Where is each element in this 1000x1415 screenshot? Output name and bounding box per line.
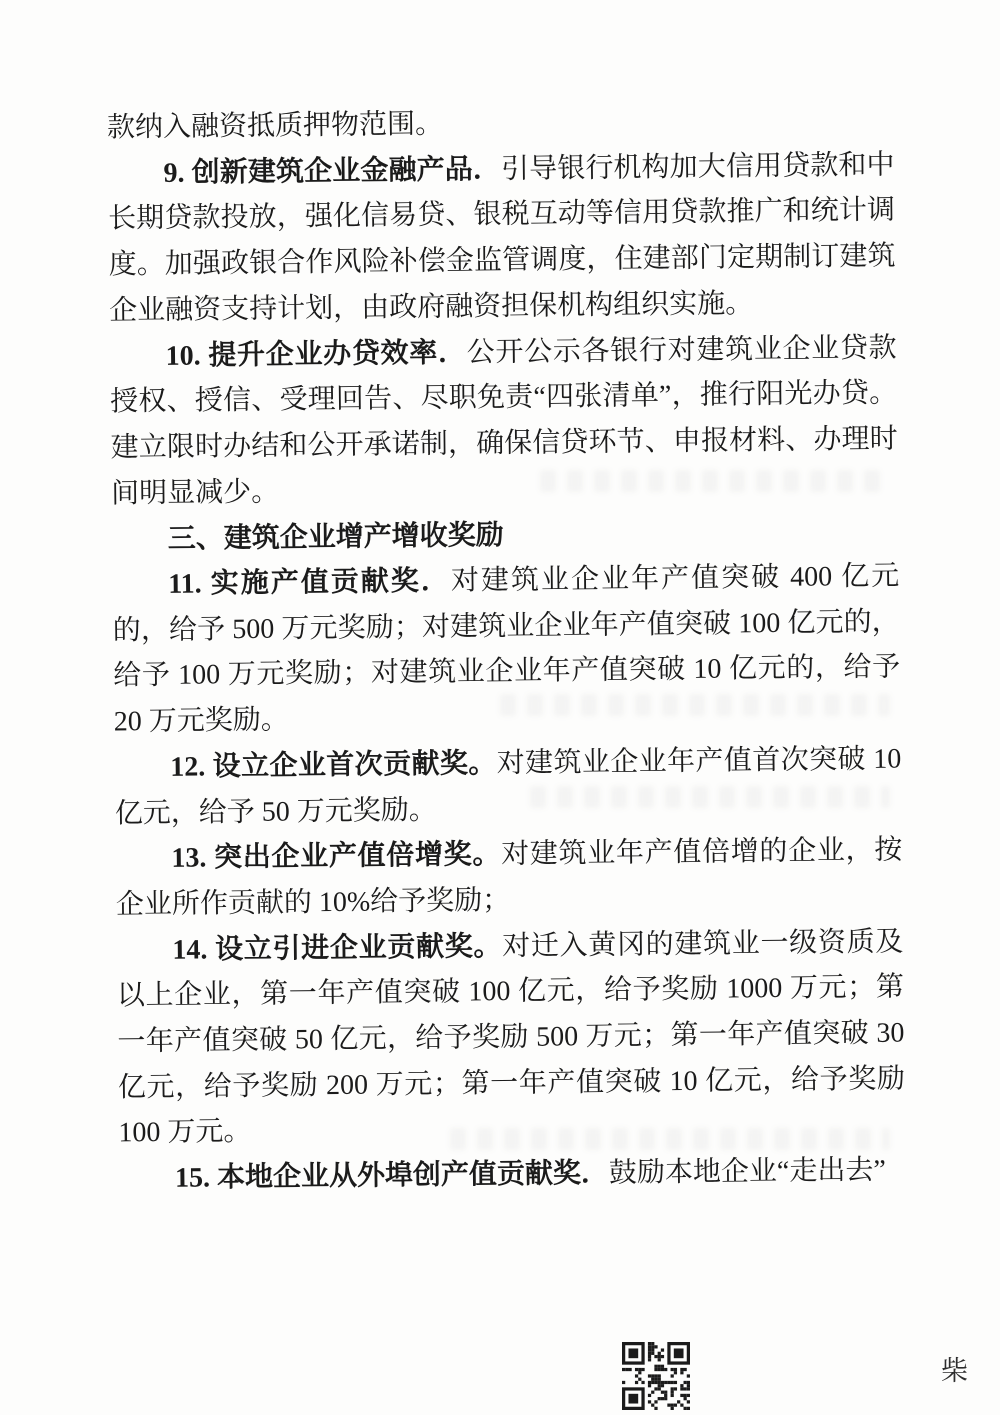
section-heading-3-label: 三、建筑企业增产增收奖励 — [167, 519, 504, 555]
paragraph-item-15 — [119, 1148, 906, 1203]
document-body — [107, 97, 906, 1203]
item-9-text: 引导银行机构加大信用贷款和中长期贷款投放，强化信易贷、银税互动等信用贷款推广和统计调度。加强政银合作风险补偿金监管调度，住建部门定期制订建筑企业融资支持计划，由政府融资担保机构组织实施。 — [107, 149, 896, 327]
item-10-heading: 10. 提升企业办贷效率． — [165, 336, 467, 372]
paragraph-item-12 — [114, 736, 902, 836]
paragraph-item-9 — [107, 142, 896, 334]
qr-code-image — [622, 1341, 690, 1411]
paragraph-item-13 — [115, 828, 903, 928]
item-9-heading: 9. 创新建筑企业金融产品． — [163, 153, 502, 189]
item-14-heading: 14. 设立引进企业贡献奖。 — [172, 930, 503, 966]
item-11-text: 对建筑业企业年产值突破 400 亿元的，给予 500 万元奖励；对建筑业企业年产值突破 100 亿元的，给予 100 万元奖励；对建筑业企业年产值突破 10 亿元的，给予 20 万元奖励。 — [112, 560, 901, 738]
paragraph-item-10 — [109, 325, 898, 517]
paragraph-item-11 — [112, 554, 901, 746]
item-11-heading: 11. 实施产值贡献奖． — [168, 565, 452, 600]
item-10-text: 公开公示各银行对建筑业企业贷款授权、授信、受理回告、尽职免责“四张清单”，推行阳光办贷。建立限时办结和公开承诺制，确保信贷环节、申报材料、办理时间明显减少。 — [109, 332, 898, 510]
item-15-text: 鼓励本地企业“走出去” — [608, 1154, 886, 1190]
item-14-text: 对迁入黄冈的建筑业一级资质及以上企业，第一年产值突破 100 亿元，给予奖励 1000 万元；第一年产值突破 50 亿元，给予奖励 500 万元；第一年产值突破 30 亿元，给予奖励 200 万元；第一年产值突破 10 亿元，给予奖励 100 万元。 — [116, 926, 906, 1149]
paragraph-continuation-text: 款纳入融资抵质押物范围。 — [106, 108, 444, 144]
qr-code — [622, 1341, 690, 1411]
item-12-heading: 12. 设立企业首次贡献奖。 — [170, 747, 497, 783]
margin-annotation-char: 柴 — [941, 1356, 968, 1386]
paragraph-item-14 — [116, 919, 906, 1156]
item-13-heading: 13. 突出企业产值倍增奖。 — [171, 839, 502, 875]
item-15-heading: 15. 本地企业从外埠创产值贡献奖． — [174, 1158, 610, 1194]
item-12-text: 对建筑业企业年产值首次突破 10 亿元，给予 50 万元奖励。 — [114, 743, 902, 829]
item-13-text: 对建筑业年产值倍增的企业，按企业所作贡献的 10%给予奖励； — [115, 834, 903, 921]
